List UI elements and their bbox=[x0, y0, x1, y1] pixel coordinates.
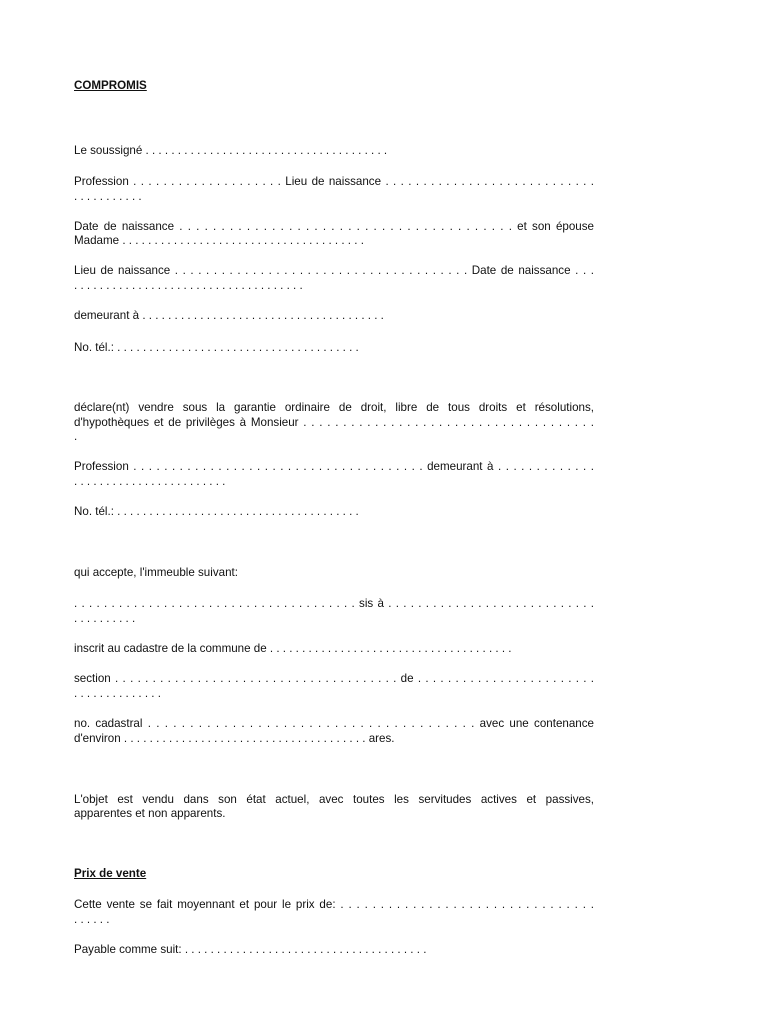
line-no-cadastral: no. cadastral . . . . . . . . . . . . . . . . . . . . . . . . . . . . . . . . . . . . . . . avec une contenance bbox=[74, 717, 594, 730]
line-payable: Payable comme suit: . . . . . . . . . . . . . . . . . . . . . . . . . . . . . . . . . . . . . . bbox=[74, 943, 427, 956]
line-immeuble-sis: . . . . . . . . . . . . . . . . . . . . . . . . . . . . . . . . . . . . . . sis à . . . . . . . . . . . . . . . . . . . . . . . . . . . . bbox=[74, 597, 594, 610]
line-acheteur-profession-demeurant: Profession . . . . . . . . . . . . . . . . . . . . . . . . . . . . . . . . . . . . . . demeurant à . . . . . . . . . . . . . bbox=[74, 460, 594, 473]
line-objet-vendu: L'objet est vendu dans son état actuel, avec toutes les servitudes actives et passives, bbox=[74, 793, 594, 806]
line-section: section . . . . . . . . . . . . . . . . . . . . . . . . . . . . . . . . . . . . . . de . . . . . . . . . . . . . . . . . . . . . . . . bbox=[74, 672, 594, 685]
line-profession-lieu-naissance: Profession . . . . . . . . . . . . . . . . . . . . Lieu de naissance . . . . . . . . . . . . . . . . . . . . . . . . . . . . bbox=[74, 175, 594, 188]
section-title-prix-de-vente: Prix de vente bbox=[74, 867, 147, 880]
line-madame: Madame . . . . . . . . . . . . . . . . . . . . . . . . . . . . . . . . . . . . . . bbox=[74, 234, 364, 247]
line-telephone: No. tél.: . . . . . . . . . . . . . . . . . . . . . . . . . . . . . . . . . . . . . . bbox=[74, 341, 359, 354]
line-prix-cont: . . . . . . bbox=[74, 913, 110, 926]
line-accepte-immeuble: qui accepte, l'immeuble suivant: bbox=[74, 566, 238, 579]
line-cadastre-commune: inscrit au cadastre de la commune de . . . . . . . . . . . . . . . . . . . . . . . . . . . . . . . . . . . . . . bbox=[74, 642, 512, 655]
line-demeurant: demeurant à . . . . . . . . . . . . . . . . . . . . . . . . . . . . . . . . . . . . . . bbox=[74, 309, 384, 322]
line-profession-lieu-naissance-cont: . . . . . . . . . . . bbox=[74, 190, 142, 203]
line-lieu-date-naissance: Lieu de naissance . . . . . . . . . . . . . . . . . . . . . . . . . . . . . . . . . . . . . . Date de naissance . . . bbox=[74, 264, 594, 277]
line-acheteur-profession-cont: . . . . . . . . . . . . . . . . . . . . . . . . bbox=[74, 475, 226, 488]
document-title: COMPROMIS bbox=[74, 79, 147, 92]
line-declare-cont: . bbox=[74, 430, 78, 443]
line-soussigne: Le soussigné . . . . . . . . . . . . . . . . . . . . . . . . . . . . . . . . . . . . . . bbox=[74, 144, 388, 157]
line-declare: déclare(nt) vendre sous la garantie ordinaire de droit, libre de tous droits et résolutions, bbox=[74, 401, 594, 414]
line-date-naissance-epouse: Date de naissance . . . . . . . . . . . . . . . . . . . . . . . . . . . . . . . . . . . . . . . . et son épouse bbox=[74, 220, 594, 233]
line-immeuble-sis-cont: . . . . . . . . . . bbox=[74, 612, 136, 625]
line-prix: Cette vente se fait moyennant et pour le prix de: . . . . . . . . . . . . . . . . . . . . . . . . . . . . . . . . bbox=[74, 898, 594, 911]
line-lieu-date-naissance-cont: . . . . . . . . . . . . . . . . . . . . . . . . . . . . . . . . . . . . bbox=[74, 279, 303, 292]
line-acheteur-telephone: No. tél.: . . . . . . . . . . . . . . . . . . . . . . . . . . . . . . . . . . . . . . bbox=[74, 505, 359, 518]
line-objet-vendu-cont: apparentes et non apparents. bbox=[74, 807, 226, 820]
line-contenance-ares: d'environ . . . . . . . . . . . . . . . . . . . . . . . . . . . . . . . . . . . . . . ares. bbox=[74, 732, 395, 745]
line-hypotheques-monsieur: d'hypothèques et de privilèges à Monsieur . . . . . . . . . . . . . . . . . . . . . . . . . . . . . . . . . . . . . bbox=[74, 416, 594, 429]
line-section-cont: . . . . . . . . . . . . . . bbox=[74, 687, 161, 700]
